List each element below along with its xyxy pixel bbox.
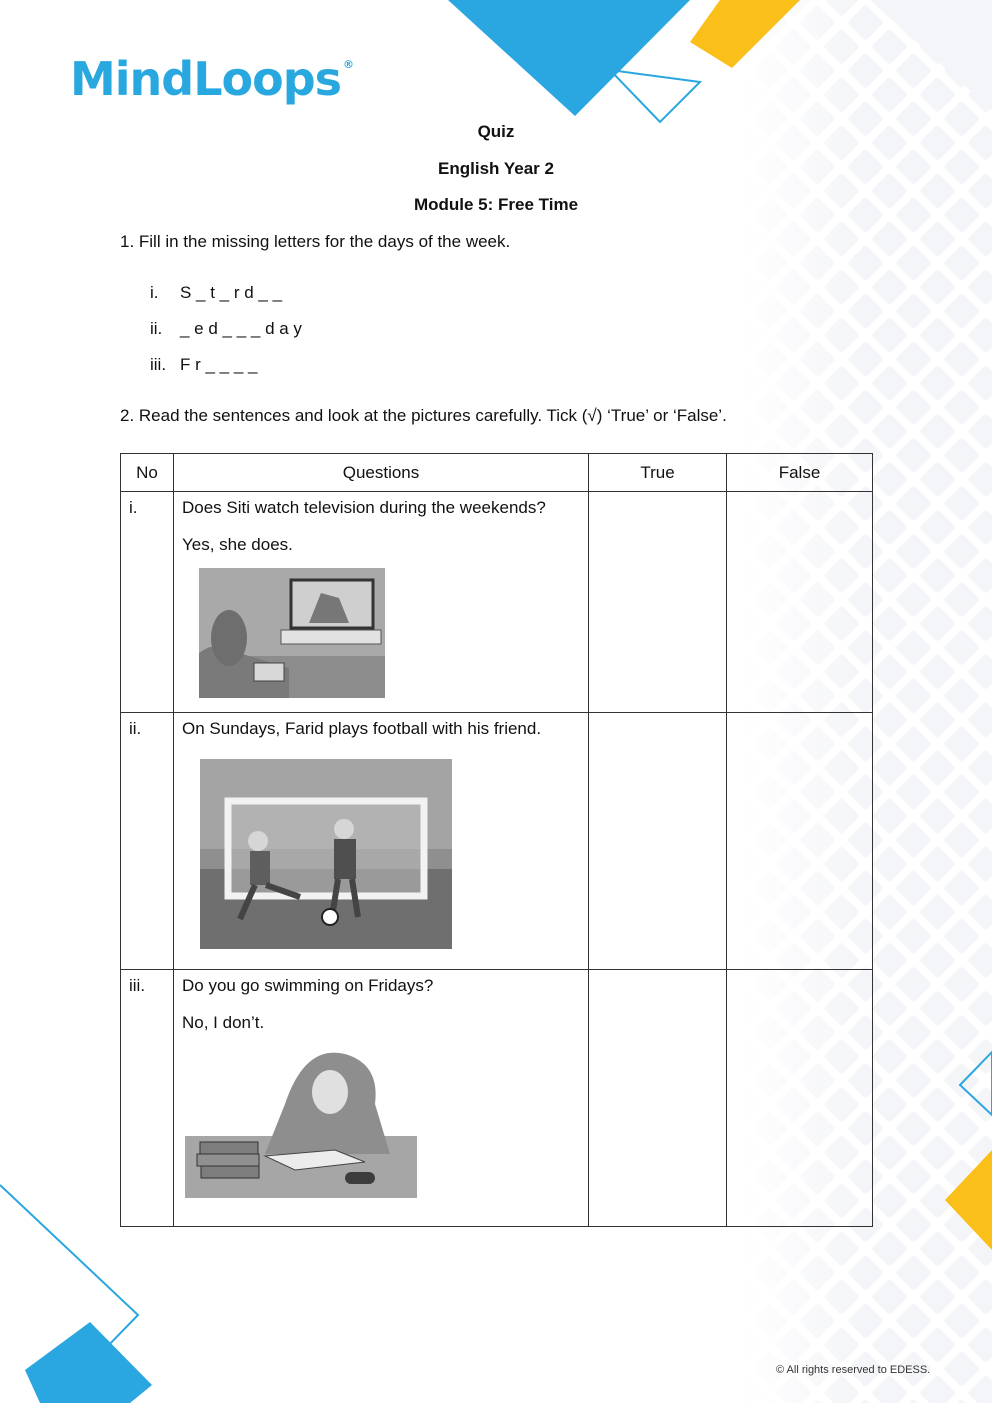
true-checkbox-cell[interactable]: [589, 492, 727, 713]
table-header-row: [121, 454, 873, 492]
copyright-footer: © All rights reserved to EDESS.: [776, 1364, 931, 1376]
page-title: Quiz: [477, 122, 515, 141]
answer-text: No, I don’t.: [182, 1013, 265, 1032]
column-header-no: No: [121, 454, 174, 492]
module-heading: Module 5: Free Time: [413, 195, 579, 214]
question-1-item: [150, 283, 282, 303]
column-header-questions: Questions: [174, 454, 589, 492]
table-row: [121, 492, 873, 713]
row-number: i.: [121, 492, 174, 713]
question-text: Does Siti watch television during the weekends?: [182, 498, 546, 517]
question-text: Do you go swimming on Fridays?: [182, 976, 434, 995]
girl-watching-tv-image: [199, 568, 385, 698]
item-text: _ e d _ _ _ d a y: [180, 319, 302, 338]
question-cell: [174, 970, 589, 1227]
question-1-item: [150, 319, 302, 339]
row-number: iii.: [121, 970, 174, 1227]
registered-mark: ®: [343, 58, 354, 71]
question-1-prompt: 1. Fill in the missing letters for the days of the week.: [120, 232, 511, 251]
column-header-true: True: [589, 454, 727, 492]
item-number: i.: [150, 283, 159, 302]
row-number: ii.: [121, 713, 174, 970]
question-cell: [174, 713, 589, 970]
table-row: [121, 970, 873, 1227]
item-number: ii.: [150, 319, 163, 338]
boys-playing-football-image: [200, 759, 452, 949]
column-header-false: False: [727, 454, 873, 492]
true-false-table: [120, 453, 873, 1227]
item-text: F r _ _ _ _: [180, 355, 258, 374]
true-checkbox-cell[interactable]: [589, 970, 727, 1227]
answer-text: Yes, she does.: [182, 535, 293, 554]
table-row: [121, 713, 873, 970]
false-checkbox-cell[interactable]: [727, 970, 873, 1227]
false-checkbox-cell[interactable]: [727, 492, 873, 713]
girl-studying-image: [185, 1044, 417, 1198]
item-number: iii.: [150, 355, 167, 374]
logo-text: MindLoops: [70, 52, 342, 106]
question-1-item: [150, 355, 257, 375]
false-checkbox-cell[interactable]: [727, 713, 873, 970]
true-checkbox-cell[interactable]: [589, 713, 727, 970]
subject-heading: English Year 2: [438, 159, 554, 178]
mindloops-logo: [70, 52, 353, 106]
question-2-prompt: 2. Read the sentences and look at the pictures carefully. Tick (√) ‘True’ or ‘False’.: [120, 406, 727, 425]
question-text: On Sundays, Farid plays football with his friend.: [182, 719, 542, 738]
question-cell: [174, 492, 589, 713]
item-text: S _ t _ r d _ _: [180, 283, 283, 302]
